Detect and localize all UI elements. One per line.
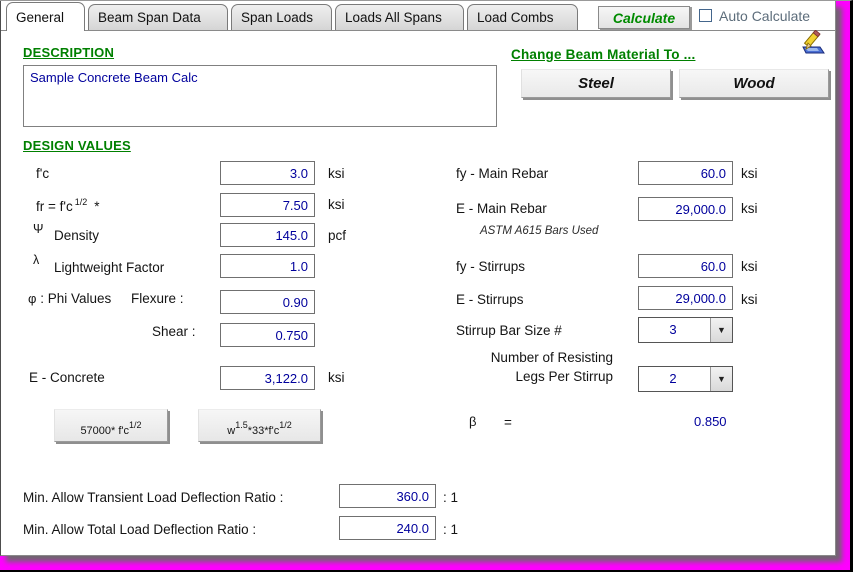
fy-stirrups-label: fy - Stirrups <box>456 259 526 274</box>
e-stirrups-unit: ksi <box>741 292 758 307</box>
e-concrete-input[interactable] <box>220 366 315 390</box>
lambda-symbol: λ <box>33 253 40 267</box>
beta-symbol: β <box>469 414 477 429</box>
stirrup-bar-size-label: Stirrup Bar Size # <box>456 323 562 338</box>
fr-input[interactable] <box>220 193 315 217</box>
shear-label: Shear : <box>152 324 196 339</box>
change-material-heading[interactable]: Change Beam Material To ... <box>511 47 696 62</box>
auto-calculate-label: Auto Calculate <box>719 8 811 24</box>
tab-loads-all-spans[interactable]: Loads All Spans <box>335 4 464 30</box>
description-input[interactable] <box>23 65 497 127</box>
formula2-sup2: 1/2 <box>279 420 292 430</box>
lightweight-label: Lightweight Factor <box>54 260 165 275</box>
density-input[interactable] <box>220 223 315 247</box>
formula1-text: 57000* f'c <box>80 425 130 437</box>
transient-deflection-input[interactable] <box>339 484 436 508</box>
fy-stirrups-input[interactable] <box>638 254 733 278</box>
beta-value: 0.850 <box>694 414 727 429</box>
phi-shear-input[interactable] <box>220 323 315 347</box>
transient-ratio-suffix: : 1 <box>443 490 459 505</box>
stirrup-bar-size-value: 3 <box>669 322 677 337</box>
auto-calculate-checkbox[interactable] <box>699 9 712 22</box>
fc-unit: ksi <box>328 166 345 181</box>
fr-label-sup: 1/2 <box>74 197 88 207</box>
legs-per-stirrup-select[interactable] <box>638 366 733 392</box>
tab-load-combs[interactable]: Load Combs <box>467 4 578 30</box>
total-deflection-label: Min. Allow Total Load Deflection Ratio : <box>23 522 257 537</box>
e-main-rebar-unit: ksi <box>741 201 758 216</box>
formula2-sup1: 1.5 <box>235 420 248 430</box>
chevron-down-icon[interactable]: ▼ <box>710 318 732 342</box>
fr-label-suffix: * <box>94 199 100 214</box>
fy-main-rebar-unit: ksi <box>741 166 758 181</box>
fr-unit: ksi <box>328 197 345 212</box>
fr-label <box>36 197 100 214</box>
tabstrip-divider <box>1 30 835 31</box>
formula1-sup: 1/2 <box>129 420 142 430</box>
fc-input[interactable] <box>220 161 315 185</box>
e-stirrups-label: E - Stirrups <box>456 292 524 307</box>
fy-main-rebar-input[interactable] <box>638 161 733 185</box>
fy-main-rebar-label: fy - Main Rebar <box>456 166 549 181</box>
phi-values-label: : Phi Values <box>40 291 112 306</box>
e-concrete-unit: ksi <box>328 370 345 385</box>
ec-formula-57000-button[interactable] <box>54 409 168 442</box>
total-ratio-suffix: : 1 <box>443 522 459 537</box>
flexure-label: Flexure : <box>131 291 184 306</box>
legs-label-line1: Number of Resisting <box>490 350 613 365</box>
e-main-rebar-input[interactable] <box>638 197 733 221</box>
e-main-rebar-label: E - Main Rebar <box>456 201 547 216</box>
steel-button[interactable]: Steel <box>521 69 671 98</box>
pencil-icon[interactable] <box>800 30 828 56</box>
ec-formula-w33-button[interactable] <box>198 409 321 442</box>
tab-general[interactable]: General <box>6 2 85 31</box>
wood-button[interactable]: Wood <box>679 69 829 98</box>
astm-note: ASTM A615 Bars Used <box>480 225 599 237</box>
phi-symbol: φ <box>28 291 37 306</box>
formula2-base: w <box>227 425 236 437</box>
fr-label-prefix: fr = f'c <box>36 199 73 214</box>
lightweight-input[interactable] <box>220 254 315 278</box>
e-concrete-label: E - Concrete <box>29 370 105 385</box>
fy-stirrups-unit: ksi <box>741 259 758 274</box>
phi-flexure-input[interactable] <box>220 290 315 314</box>
density-label: Density <box>54 228 100 243</box>
total-deflection-input[interactable] <box>339 516 436 540</box>
app-window <box>0 1 836 556</box>
description-heading: DESCRIPTION <box>23 45 115 60</box>
density-unit: pcf <box>328 228 347 243</box>
formula2-mid: *33*f'c <box>247 425 280 437</box>
legs-label-line2: Legs Per Stirrup <box>515 369 613 384</box>
beta-equals: = <box>504 415 512 430</box>
tab-span-loads[interactable]: Span Loads <box>231 4 332 30</box>
design-values-heading: DESIGN VALUES <box>23 138 131 153</box>
transient-deflection-label: Min. Allow Transient Load Deflection Ratio : <box>23 490 284 505</box>
tab-beam-span-data[interactable]: Beam Span Data <box>88 4 228 30</box>
stirrup-bar-size-select[interactable] <box>638 317 733 343</box>
legs-per-stirrup-value: 2 <box>669 371 677 386</box>
calculate-button[interactable]: Calculate <box>598 6 690 29</box>
psi-symbol: Ψ <box>33 222 44 236</box>
e-stirrups-input[interactable] <box>638 286 733 310</box>
chevron-down-icon[interactable]: ▼ <box>710 367 732 391</box>
fc-label: f'c <box>36 166 50 181</box>
